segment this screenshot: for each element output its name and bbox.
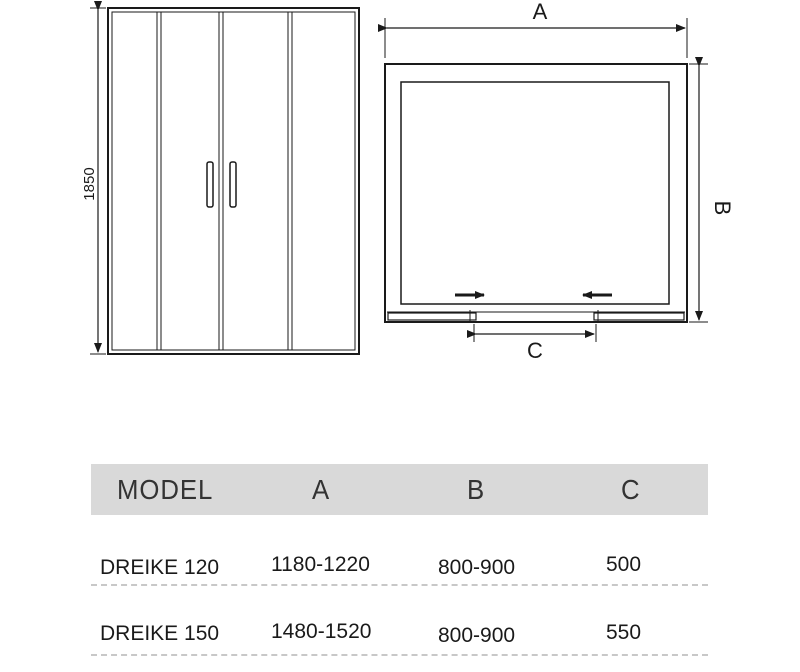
door-handle-right (230, 162, 236, 207)
table-row-1 (91, 542, 708, 586)
cell-b: 800-900 (438, 624, 516, 647)
cell-b: 800-900 (438, 556, 516, 579)
header-c: C (621, 474, 641, 505)
dimension-b (689, 64, 708, 322)
dimensions-table (91, 464, 708, 515)
dim-c-label: C (527, 338, 543, 363)
table-row-2 (91, 610, 708, 656)
top-frame (385, 64, 687, 322)
cell-a: 1480-1520 (271, 620, 372, 643)
dim-a-label: A (532, 0, 548, 24)
top-frame-inner (401, 82, 669, 304)
front-frame-inner (112, 12, 355, 350)
cell-a: 1180-1220 (271, 553, 370, 576)
door-handle-left (207, 162, 213, 207)
header-b: B (467, 474, 486, 505)
header-model: MODEL (117, 474, 214, 505)
header-a: A (312, 474, 331, 505)
cell-model: DREIKE 120 (100, 556, 220, 579)
right-door-panel (594, 313, 684, 320)
dimension-a (385, 18, 687, 58)
left-door-panel (388, 313, 476, 320)
table-header (91, 464, 708, 515)
cell-c: 550 (606, 621, 642, 644)
dim-b-label: B (710, 200, 735, 216)
top-view (385, 64, 687, 322)
height-dim-label: 1850 (81, 167, 98, 201)
front-view (108, 8, 359, 354)
cell-c: 500 (606, 553, 642, 576)
cell-model: DREIKE 150 (100, 622, 220, 645)
front-frame (108, 8, 359, 354)
